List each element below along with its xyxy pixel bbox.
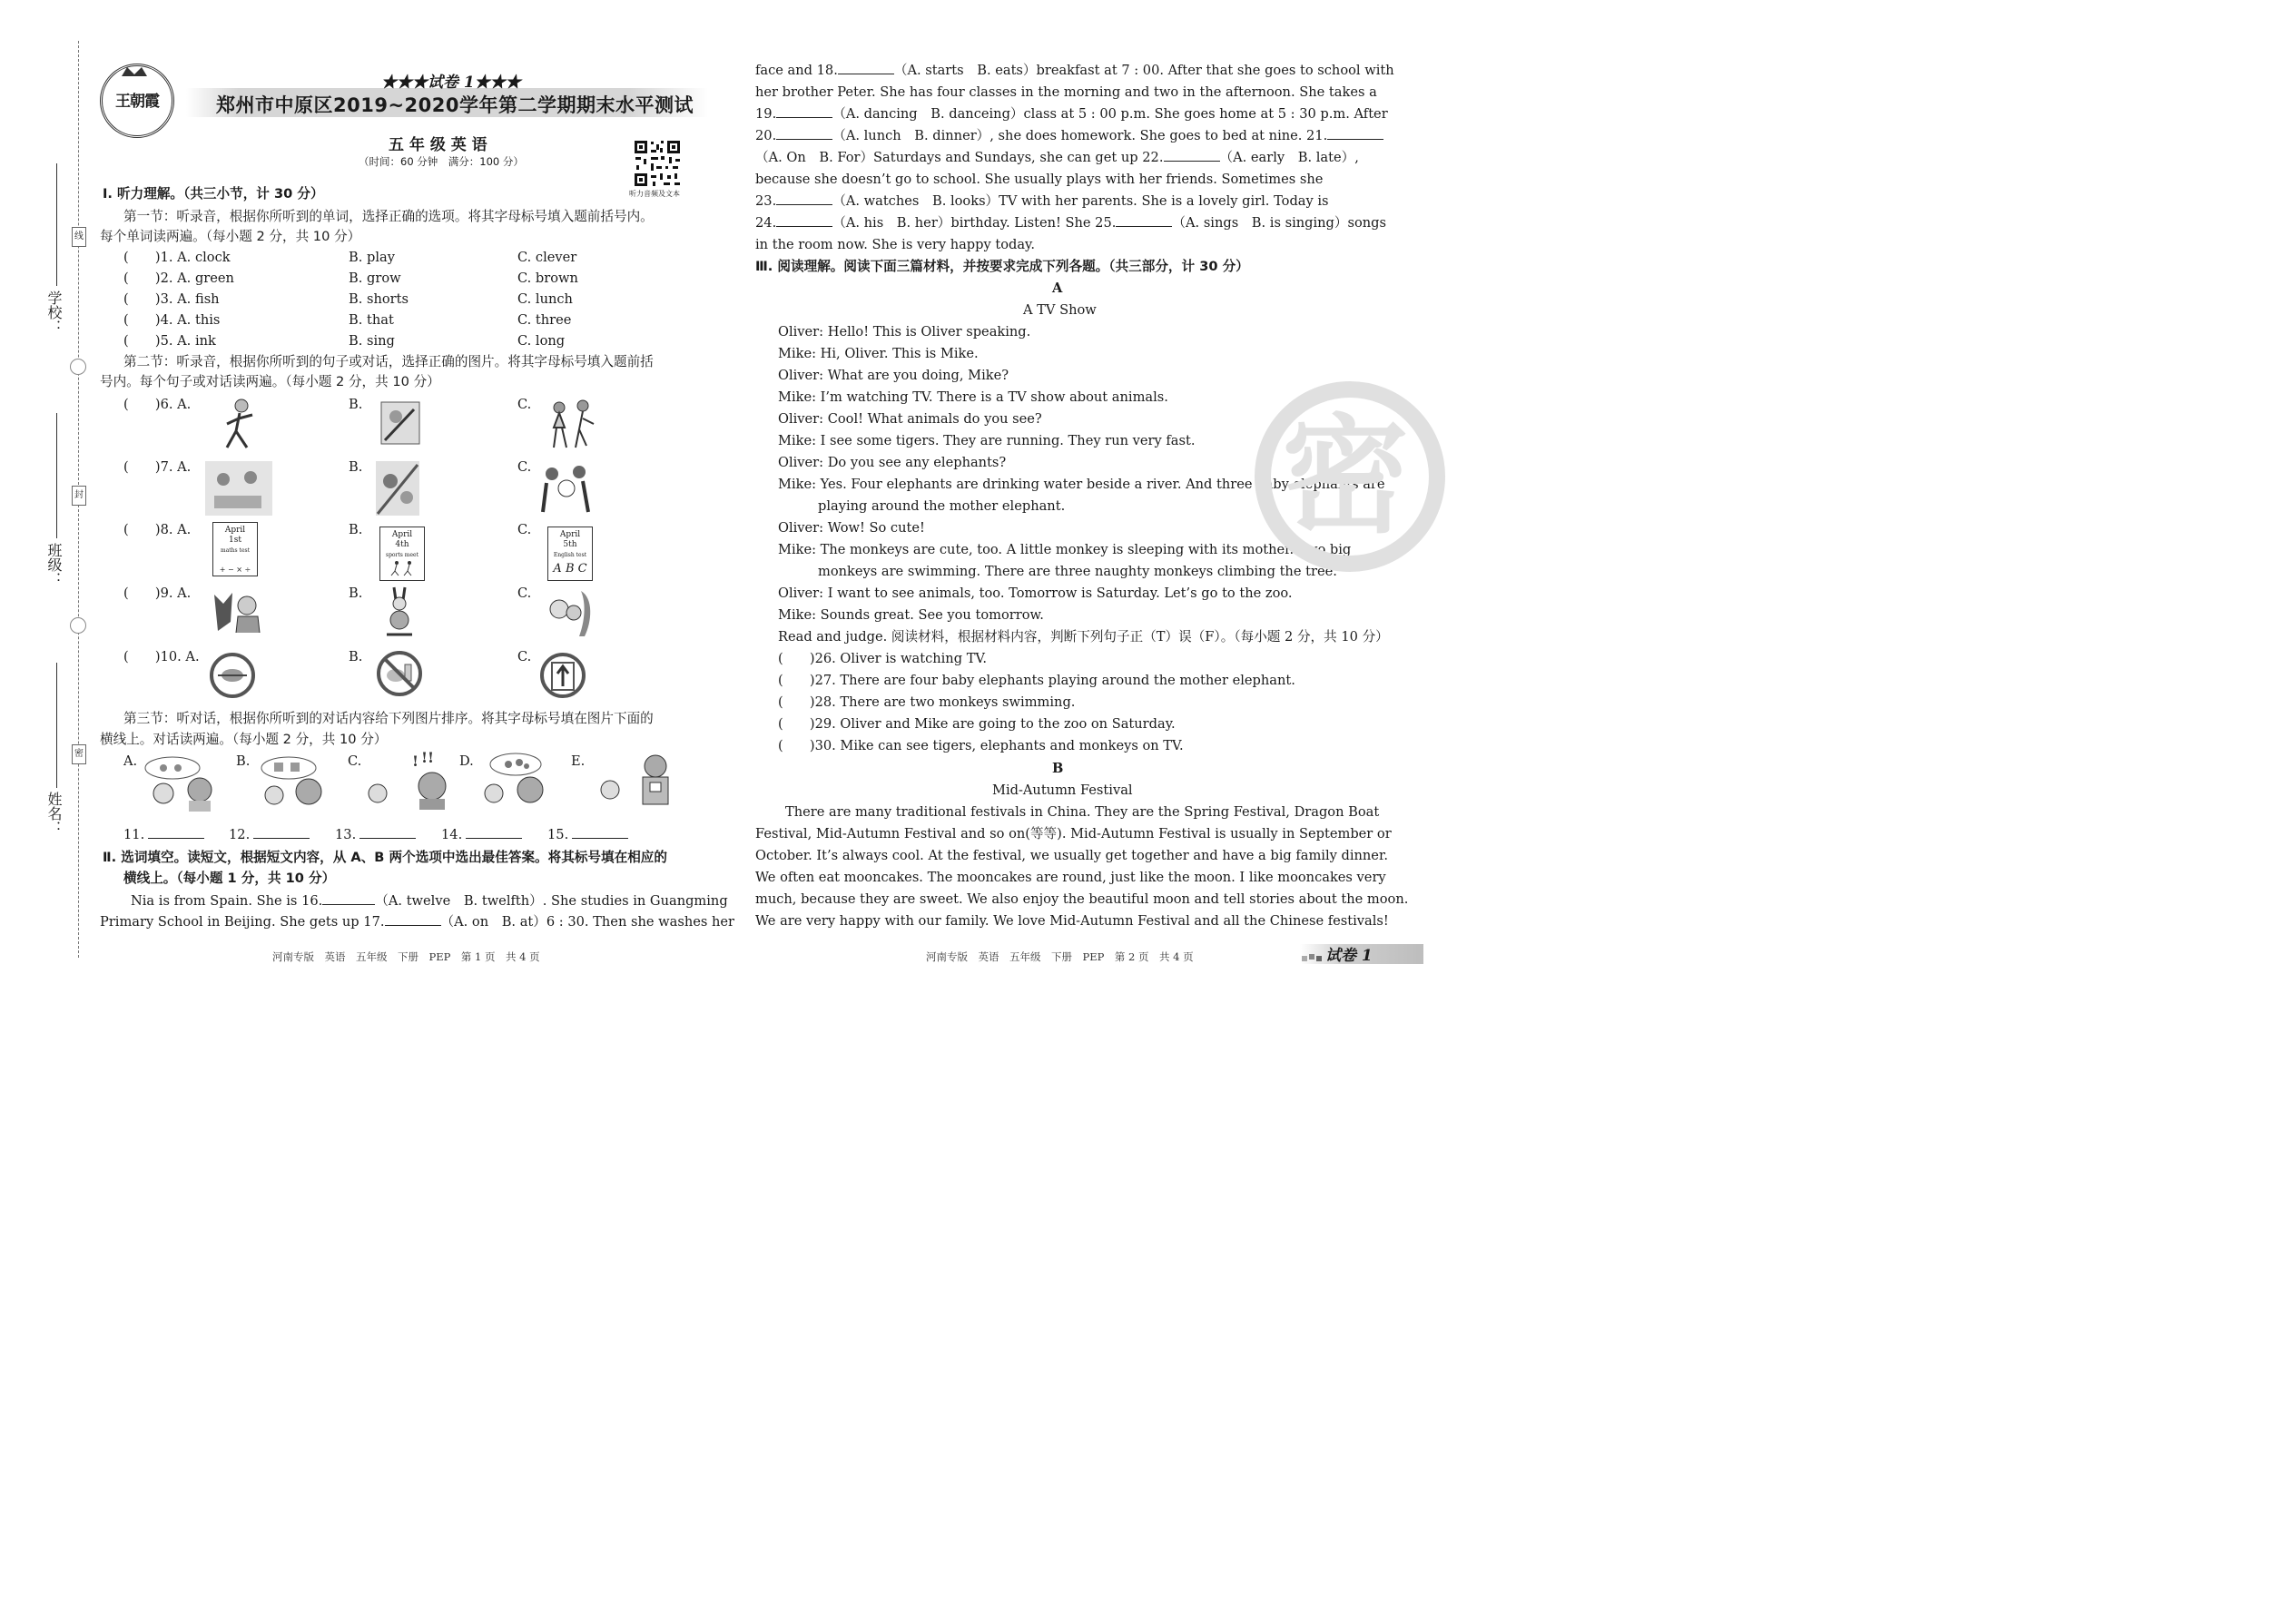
dialogue-9: Oliver: Wow! So cute! — [778, 520, 925, 536]
school-label: 学校： — [45, 290, 63, 334]
squirrel-bear-scene-e-icon — [590, 750, 677, 812]
calendar-b — [379, 527, 425, 581]
q10-option-c: C. — [517, 649, 532, 664]
answer-12[interactable] — [229, 825, 310, 845]
cloze-r-line-4a: 20. — [755, 128, 777, 143]
dialogue-4: Mike: I’m watching TV. There is a TV show about animals. — [778, 389, 1168, 405]
calendar-c-month: April — [559, 530, 581, 539]
q9-option-c: C. — [517, 586, 532, 601]
q3-option-c: C. lunch — [517, 291, 573, 307]
answer-13-blank[interactable] — [359, 825, 416, 839]
family-with-ball-icon — [537, 461, 597, 514]
no-talking-sign-icon — [209, 652, 256, 699]
binding-mark-seal: 封 — [72, 486, 86, 506]
cloze-r-line-8c: （A. sings B. is singing）songs — [1172, 215, 1387, 231]
part-b-title: Mid-Autumn Festival — [992, 782, 1133, 798]
cloze-r-line-7b: （A. watches B. looks）TV with her parents. She is a lovely girl. Today is — [832, 193, 1329, 209]
go-straight-sign-icon — [539, 652, 586, 699]
q8-item[interactable]: ( )8. A. — [123, 522, 192, 537]
q9-option-b: B. — [349, 586, 363, 601]
calendar-c — [547, 527, 593, 581]
cloze-r-line-4b: （A. lunch B. dinner）, she does homework. She goes to bed at nine. 21. — [832, 128, 1328, 143]
q6-item[interactable]: ( )6. A. — [123, 397, 192, 412]
cloze-line-2a: Primary School in Beijing. She gets up 17. — [100, 914, 385, 930]
answer-12-label: 12. — [229, 827, 251, 842]
calendar-a-month: April — [224, 526, 246, 535]
part1-instruction-1: 第一节：听录音，根据你所听到的单词，选择正确的选项。将其字母标号填入题前括号内。 — [123, 209, 654, 224]
cloze-r-line-8a: 24. — [755, 215, 777, 231]
cloze-r-line-5 — [755, 148, 1359, 168]
pic-label-a: A. — [123, 753, 138, 769]
answer-13-label: 13. — [335, 827, 357, 842]
pic-label-b: B. — [236, 753, 251, 769]
calendar-c-event: English test — [553, 552, 587, 558]
cloze-line-2b: （A. on B. at）6 : 30. Then she washes her — [440, 914, 735, 930]
dialogue-8b: playing around the mother elephant. — [818, 498, 1066, 514]
q4-option-c: C. three — [517, 312, 572, 328]
passage-b-line-3: October. It’s always cool. At the festival, we usually get together and have a big family dinner. — [755, 848, 1388, 863]
binding-hole-2 — [70, 617, 86, 634]
tab-squares-icon — [1302, 952, 1324, 963]
runners-icon — [384, 560, 420, 576]
cloze-r-line-8 — [755, 213, 1386, 233]
q30-item[interactable]: ( )30. Mike can see tigers, elephants and monkeys on TV. — [778, 738, 1184, 753]
answer-15[interactable] — [547, 825, 628, 845]
seal-watermark — [1255, 381, 1445, 572]
answer-14-blank[interactable] — [466, 825, 522, 839]
dialogue-2: Mike: Hi, Oliver. This is Mike. — [778, 346, 979, 361]
name-label: 姓名： — [45, 792, 63, 835]
cloze-r-line-3 — [755, 104, 1388, 124]
passage-b-line-6: We are very happy with our family. We love Mid-Autumn Festival and all the Chinese festivals! — [755, 913, 1389, 929]
qr-code[interactable] — [633, 139, 682, 188]
cloze-r-line-7 — [755, 192, 1329, 212]
q7-option-c: C. — [517, 459, 532, 475]
q28-item[interactable]: ( )28. There are two monkeys swimming. — [778, 694, 1076, 710]
q2-option-b: B. grow — [349, 271, 401, 286]
q7-option-b: B. — [349, 459, 363, 475]
right-footer: 河南专版 英语 五年级 下册 PEP 第 2 页 共 4 页 — [926, 950, 1194, 963]
dancing-girls-icon — [543, 397, 597, 451]
climbing-family-icon — [376, 461, 419, 516]
blank-21[interactable] — [1327, 126, 1383, 140]
logo-text: 王朝霞 — [115, 93, 159, 111]
calendar-b-event: sports meet — [386, 552, 418, 558]
passage-b-line-5: much, because they are sweet. We also enjoy the beautiful moon and tell stories about the moon. — [755, 891, 1409, 907]
q8-option-c: C. — [517, 522, 532, 537]
exam-title: 郑州市中原区2019~2020学年第二学期期末水平测试 — [216, 94, 694, 116]
blank-18[interactable] — [838, 61, 894, 74]
answer-11-blank[interactable] — [148, 825, 204, 839]
answer-15-blank[interactable] — [572, 825, 628, 839]
running-boy-icon — [216, 397, 261, 453]
cloze-r-line-3b: （A. dancing B. danceing）class at 5 : 00 p.m. She goes home at 5 : 30 p.m. After — [832, 106, 1388, 122]
answer-14-label: 14. — [441, 827, 463, 842]
q5-option-b: B. sing — [349, 333, 395, 349]
part3-instruction-1: 第三节：听对话，根据你所听到的对话内容给下列图片排序。将其字母标号填在图片下面的 — [123, 711, 654, 726]
dialogue-12: Mike: Sounds great. See you tomorrow. — [778, 607, 1044, 623]
part-a-label: A — [1052, 281, 1063, 296]
blank-23[interactable] — [776, 192, 832, 205]
dialogue-8a: Mike: Yes. Four elephants are drinking water beside a river. And three baby elephants are — [778, 477, 1385, 492]
part-b-label: B — [1052, 761, 1064, 776]
cloze-r-line-3a: 19. — [755, 106, 777, 122]
calendar-a-event: maths test — [221, 547, 250, 554]
blank-24[interactable] — [776, 213, 832, 227]
part2-instruction-1: 第二节：听录音，根据你所听到的句子或对话，选择正确的图片。将其字母标号填入题前括 — [123, 354, 654, 369]
dialogue-1: Oliver: Hello! This is Oliver speaking. — [778, 324, 1031, 340]
left-footer: 河南专版 英语 五年级 下册 PEP 第 1 页 共 4 页 — [272, 950, 540, 963]
qr-code-icon — [633, 139, 682, 188]
no-food-sign-icon — [376, 650, 423, 697]
cloze-line-2 — [100, 912, 734, 932]
blank-16[interactable] — [322, 891, 375, 905]
pic-label-d: D. — [459, 753, 474, 769]
class-label: 班级： — [45, 543, 63, 586]
judge-instruction: Read and judge. 阅读材料，根据材料内容，判断下列句子正（T）误（F）。（每小题 2 分，共 10 分） — [778, 629, 1389, 645]
squirrel-bear-scene-a-icon — [136, 753, 223, 812]
answer-11[interactable] — [123, 825, 204, 845]
q9-item[interactable]: ( )9. A. — [123, 586, 192, 601]
dialogue-11: Oliver: I want to see animals, too. Tomorrow is Saturday. Let’s go to the zoo. — [778, 586, 1293, 601]
q10-item[interactable]: ( )10. A. — [123, 649, 200, 664]
section2-title-2: 横线上。（每小题 1 分，共 10 分） — [123, 871, 336, 886]
part3-instruction-2: 横线上。对话读两遍。（每小题 2 分，共 10 分） — [100, 732, 388, 747]
q4-option-b: B. that — [349, 312, 394, 328]
qr-caption: 听力音频及文本 — [629, 190, 680, 198]
cloze-line-1b: （A. twelve B. twelfth）. She studies in Guangming — [375, 893, 728, 909]
calendar-b-day: 4th — [395, 540, 409, 549]
tab-dots — [1302, 950, 1324, 967]
painting-boy-icon — [378, 397, 423, 449]
dialogue-3: Oliver: What are you doing, Mike? — [778, 368, 1009, 383]
school-field[interactable] — [56, 163, 57, 286]
cloze-r-line-6: because she doesn’t go to school. She usually plays with her friends. Sometimes she — [755, 172, 1324, 187]
cloze-r-line-1 — [755, 61, 1394, 81]
dialogue-7: Oliver: Do you see any elephants? — [778, 455, 1007, 470]
binding-mark-secret: 密 — [72, 744, 86, 764]
pic-label-c: C. — [348, 753, 362, 769]
page-tab-label: 试卷 1 — [1325, 947, 1373, 965]
calendar-a-symbols: + − × ÷ — [219, 566, 251, 574]
calendar-b-month: April — [391, 530, 413, 539]
pic-label-e: E. — [571, 753, 586, 769]
girl-with-rabbit-icon — [378, 586, 423, 636]
section2-title-1: Ⅱ. 选词填空。读短文，根据短文内容，从 A、B 两个选项中选出最佳答案。将其标号填在相应的 — [103, 850, 667, 865]
passage-b-line-1: There are many traditional festivals in China. They are the Spring Festival, Dragon Boat — [785, 804, 1380, 820]
q29-item[interactable]: ( )29. Oliver and Mike are going to the zoo on Saturday. — [778, 716, 1176, 732]
seal-character: 密 — [1282, 403, 1410, 551]
q8-option-b: B. — [349, 522, 363, 537]
blank-25[interactable] — [1116, 213, 1172, 227]
q1-option-b: B. play — [349, 250, 395, 265]
calendar-a-day: 1st — [229, 536, 241, 545]
subject-title: 五 年 级 英 语 — [389, 136, 487, 154]
q10-option-b: B. — [349, 649, 363, 664]
dialogue-5: Oliver: Cool! What animals do you see? — [778, 411, 1042, 427]
q1-option-c: C. clever — [517, 250, 577, 265]
q5-option-c: C. long — [517, 333, 566, 349]
boy-with-dog-icon — [211, 586, 263, 636]
class-field[interactable] — [56, 413, 57, 538]
calendar-c-day: 5th — [563, 540, 577, 549]
section3-title: Ⅲ. 阅读理解。阅读下面三篇材料，并按要求完成下列各题。（共三部分，计 30 分） — [755, 259, 1249, 274]
crown-icon — [100, 64, 169, 133]
time-info: （时间：60 分钟 满分：100 分） — [359, 155, 524, 168]
cloze-r-line-1b: （A. starts B. eats）breakfast at 7 : 00. After that she goes to school with — [893, 63, 1394, 78]
calendar-c-letters: A B C — [553, 562, 587, 576]
dialogue-6: Mike: I see some tigers. They are running. They run very fast. — [778, 433, 1196, 448]
section1-title: Ⅰ. 听力理解。（共三小节，计 30 分） — [103, 186, 324, 202]
dialogue-10b: monkeys are swimming. There are three naughty monkeys climbing the tree. — [818, 564, 1337, 579]
cloze-r-line-7a: 23. — [755, 193, 777, 209]
name-field[interactable] — [56, 663, 57, 788]
cloze-line-1a: Nia is from Spain. She is 16. — [131, 893, 323, 909]
q26-item[interactable]: ( )26. Oliver is watching TV. — [778, 651, 988, 666]
logo-emblem — [100, 64, 174, 138]
binding-mark-line: 线 — [72, 227, 86, 247]
squirrel-bear-scene-c-icon — [363, 750, 452, 812]
part-a-title: A TV Show — [1023, 302, 1097, 318]
cloze-r-line-8b: （A. his B. her）birthday. Listen! She 25. — [832, 215, 1117, 231]
picnic-family-icon — [205, 461, 272, 516]
title-badge: ★★★试卷 1★★★ — [381, 74, 521, 92]
q4-item[interactable]: ( )4. A. this — [123, 312, 221, 328]
blank-22[interactable] — [1164, 148, 1220, 162]
q3-option-b: B. shorts — [349, 291, 409, 307]
blank-19[interactable] — [776, 104, 832, 118]
cloze-line-1 — [131, 891, 728, 911]
svg-text:!: ! — [412, 753, 419, 770]
answer-12-blank[interactable] — [253, 825, 310, 839]
answer-14[interactable] — [441, 825, 522, 845]
cloze-r-line-5a: （A. On B. For）Saturdays and Sundays, she can get up 22. — [755, 150, 1164, 165]
q27-item[interactable]: ( )27. There are four baby elephants playing around the mother elephant. — [778, 673, 1295, 688]
q3-item[interactable]: ( )3. A. fish — [123, 291, 220, 307]
animals-icon — [541, 586, 594, 638]
part2-instruction-2: 号内。每个句子或对话读两遍。（每小题 2 分，共 10 分） — [100, 374, 440, 389]
q2-item[interactable]: ( )2. A. green — [123, 271, 234, 286]
q1-item[interactable]: ( )1. A. clock — [123, 250, 231, 265]
dialogue-10a: Mike: The monkeys are cute, too. A little monkey is sleeping with its mother. Two big — [778, 542, 1352, 557]
binding-hole-1 — [70, 359, 86, 375]
q5-item[interactable]: ( )5. A. ink — [123, 333, 216, 349]
answer-13[interactable] — [335, 825, 416, 845]
blank-17[interactable] — [385, 912, 441, 926]
passage-b-line-4: We often eat mooncakes. The mooncakes are round, just like the moon. I like mooncakes very — [755, 870, 1386, 885]
calendar-a — [212, 522, 258, 576]
cloze-r-line-1a: face and 18. — [755, 63, 838, 78]
answer-11-label: 11. — [123, 827, 145, 842]
cloze-r-line-2: her brother Peter. She has four classes in the morning and two in the afternoon. She takes a — [755, 84, 1377, 100]
answer-15-label: 15. — [547, 827, 569, 842]
q7-item[interactable]: ( )7. A. — [123, 459, 192, 475]
passage-b-line-2: Festival, Mid-Autumn Festival and so on(等等). Mid-Autumn Festival is usually in September or — [755, 826, 1392, 842]
part1-instruction-2: 每个单词读两遍。（每小题 2 分，共 10 分） — [100, 229, 361, 244]
squirrel-bear-scene-b-icon — [252, 753, 340, 812]
cloze-r-line-5b: （A. early B. late）, — [1219, 150, 1359, 165]
cloze-r-line-4 — [755, 126, 1383, 146]
q2-option-c: C. brown — [517, 271, 578, 286]
q6-option-c: C. — [517, 397, 532, 412]
cloze-r-line-9: in the room now. She is very happy today. — [755, 237, 1036, 252]
svg-text:!!: !! — [421, 750, 435, 766]
squirrel-bear-scene-d-icon — [474, 750, 556, 812]
blank-20[interactable] — [776, 126, 832, 140]
q6-option-b: B. — [349, 397, 363, 412]
